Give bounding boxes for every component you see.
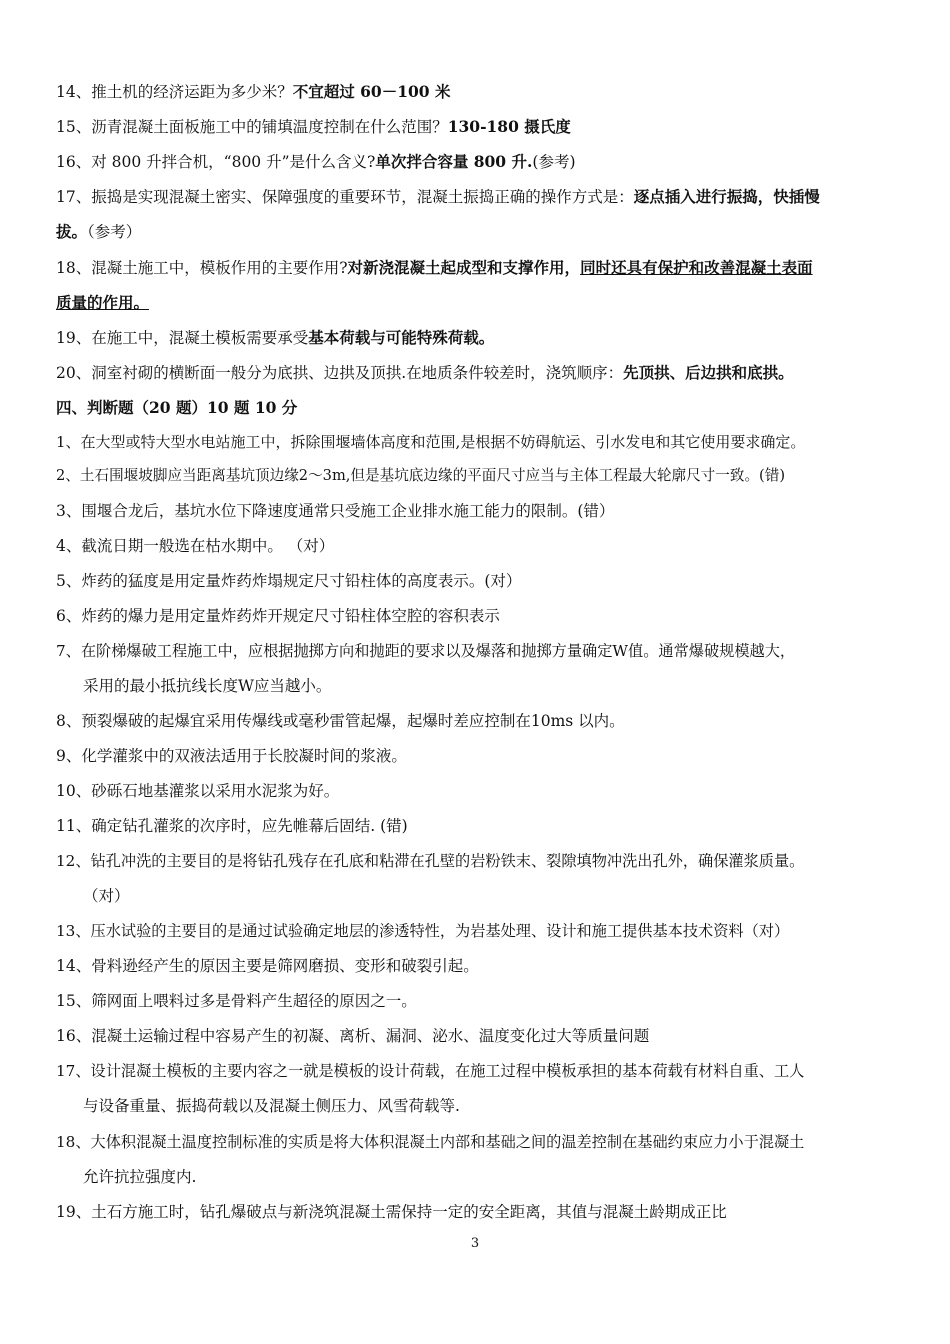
page-number: 3 — [470, 1236, 480, 1251]
judgment-16: 16、混凝土运输过程中容易产生的初凝、离析、漏洞、泌水、温度变化过大等质量问题 — [56, 1027, 650, 1045]
judgment-2: 2、土石围堰坡脚应当距离基坑顶边缘2～3m,但是基坑底边缘的平面尺寸应当与主体工程最大轮廓尺寸一致。(错) — [56, 467, 786, 484]
question-text: 17、振捣是实现混凝土密实、保障强度的重要环节，混凝土振捣正确的操作方式是： — [56, 188, 634, 206]
judgment-19: 19、土石方施工时，钻孔爆破点与新浇筑混凝土需保持一定的安全距离，其值与混凝土龄期成正比 — [56, 1203, 727, 1221]
judgment-9: 9、化学灌浆中的双液法适用于长胶凝时间的浆液。 — [56, 747, 407, 765]
answer-text: 对新浇混凝土起成型和支撑作用， — [347, 258, 581, 277]
judgment-4: 4、截流日期一般选在枯水期中。 （对） — [56, 537, 335, 555]
judgment-17: 17、设计混凝土模板的主要内容之一就是模板的设计荷载，在施工过程中模板承担的基本荷载有材料自重、工人 — [56, 1062, 805, 1080]
judgment-11: 11、确定钻孔灌浆的次序时，应先帷幕后固结. (错) — [56, 817, 408, 835]
section-heading: 四、判断题（20 题）10 题 10 分 — [56, 398, 298, 417]
question-18 — [56, 258, 896, 278]
answer-text-underlined: 质量的作用。 — [56, 293, 150, 312]
question-text: 19、在施工中，混凝土模板需要承受 — [56, 329, 309, 347]
question-text: 14、推土机的经济运距为多少米？ — [56, 83, 293, 101]
judgment-1: 1、在大型或特大型水电站施工中，拆除围堰墙体高度和范围,是根据不妨碍航运、引水发电和其它使用要求确定。 — [56, 433, 806, 451]
judgment-18-cont: 允许抗拉强度内. — [83, 1168, 197, 1186]
judgment-10: 10、砂砾石地基灌浆以采用水泥浆为好。 — [56, 782, 340, 800]
judgment-12: 12、钻孔冲洗的主要目的是将钻孔残存在孔底和粘滞在孔壁的岩粉铁末、裂隙填物冲洗出孔外，确保灌浆质量。 — [56, 852, 805, 870]
answer-text: 逐点插入进行振捣，快插慢 — [633, 187, 820, 206]
note-text: （参考） — [87, 223, 142, 241]
judgment-17-cont: 与设备重量、振捣荷载以及混凝土侧压力、风雪荷载等. — [83, 1097, 460, 1115]
answer-text: 130-180 摄氏度 — [447, 117, 571, 136]
answer-text: 基本荷载与可能特殊荷载。 — [308, 328, 495, 347]
question-text: 16、对 800 升拌合机，“800 升”是什么含义? — [56, 153, 376, 171]
judgment-6: 6、炸药的爆力是用定量炸药炸开规定尺寸铅柱体空腔的容积表示 — [56, 607, 500, 625]
question-text: 20、洞室衬砌的横断面一般分为底拱、边拱及顶拱.在地质条件较差时，浇筑顺序： — [56, 364, 624, 382]
question-16 — [56, 152, 896, 172]
answer-text: 不宜超过 60－100 米 — [292, 82, 451, 101]
judgment-8: 8、预裂爆破的起爆宜采用传爆线或毫秒雷管起爆，起爆时差应控制在10ms 以内。 — [56, 712, 625, 730]
judgment-7-cont: 采用的最小抵抗线长度W应当越小。 — [83, 677, 332, 695]
question-15 — [56, 117, 896, 137]
answer-text-underlined: 同时还具有保护和改善混凝土表面 — [580, 258, 813, 277]
judgment-15: 15、筛网面上喂料过多是骨料产生超径的原因之一。 — [56, 992, 417, 1010]
note-text: (参考) — [532, 153, 576, 171]
judgment-3: 3、围堰合龙后，基坑水位下降速度通常只受施工企业排水施工能力的限制。(错） — [56, 502, 615, 520]
question-18-cont — [56, 293, 896, 313]
answer-text: 先顶拱、后边拱和底拱。 — [623, 363, 794, 382]
judgment-12-cont: （对） — [83, 887, 130, 905]
judgment-13: 13、压水试验的主要目的是通过试验确定地层的渗透特性，为岩基处理、设计和施工提供基本技术资料（对） — [56, 922, 790, 940]
judgment-14: 14、骨料逊经产生的原因主要是筛网磨损、变形和破裂引起。 — [56, 957, 479, 975]
judgment-18: 18、大体积混凝土温度控制标准的实质是将大体积混凝土内部和基础之间的温差控制在基础约束应力小于混凝土 — [56, 1133, 805, 1151]
question-19 — [56, 328, 896, 348]
answer-text: 拔。 — [56, 222, 88, 241]
judgment-5: 5、炸药的猛度是用定量炸药炸塌规定尺寸铅柱体的高度表示。(对） — [56, 572, 522, 590]
question-17-cont — [56, 222, 896, 242]
question-17 — [56, 187, 896, 207]
question-text: 18、混凝土施工中，模板作用的主要作用? — [56, 259, 348, 277]
judgment-7: 7、在阶梯爆破工程施工中，应根据抛掷方向和抛距的要求以及爆落和抛掷方量确定W值。通常爆破规模越大， — [56, 642, 796, 660]
question-text: 15、沥青混凝土面板施工中的铺填温度控制在什么范围？ — [56, 118, 448, 136]
question-20 — [56, 363, 896, 383]
answer-text: 单次拌合容量 800 升. — [375, 152, 533, 171]
question-14 — [56, 82, 896, 102]
